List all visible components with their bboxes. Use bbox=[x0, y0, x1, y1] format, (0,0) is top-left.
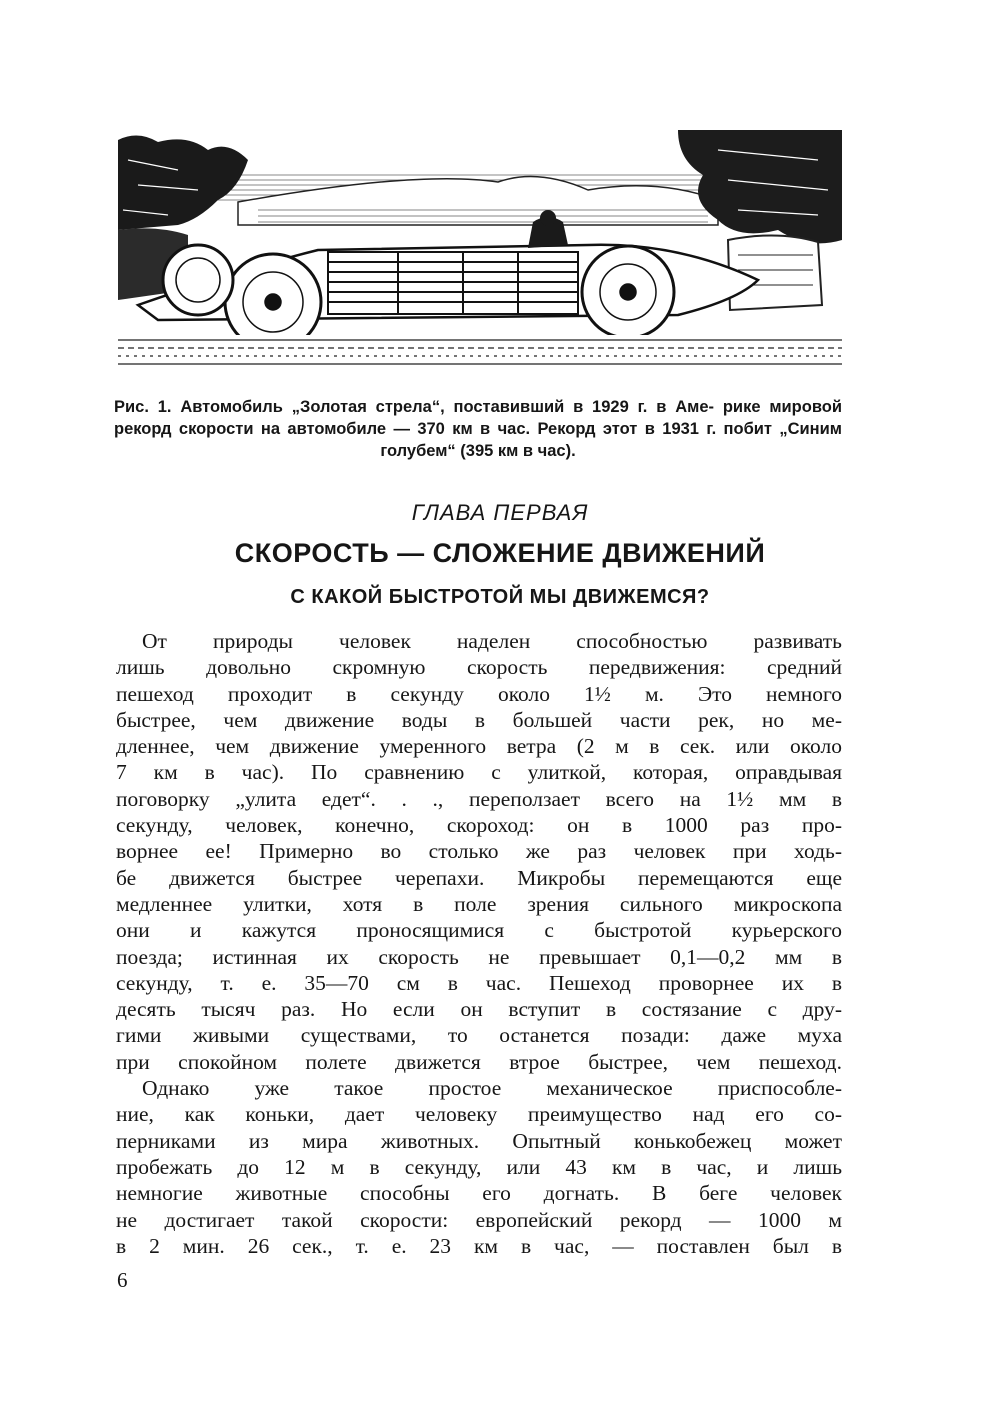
racing-car-illustration-icon bbox=[118, 130, 842, 368]
caption-line: этот в 1931 г. побит „Синим голубем“ (395 км в час). bbox=[380, 420, 842, 460]
text-line: пешеход проходит в секунду около 1½ м. Это немного bbox=[116, 681, 842, 706]
text-line: они и кажутся проносящимися с быстротой курьерского bbox=[116, 918, 842, 943]
text-line: немногие животные способны его догнать. В беге человек bbox=[116, 1181, 842, 1206]
text-line: гими живыми существами, то останется позади: даже муха bbox=[116, 1023, 842, 1048]
caption-line: Рис. 1. Автомобиль „Золотая стрела“, поставивший в 1929 г. в Аме- bbox=[114, 398, 714, 416]
text-line: ворнее ее! Примерно во столько же раз человек при ходь- bbox=[116, 839, 842, 864]
chapter-title: СКОРОСТЬ — СЛОЖЕНИЕ ДВИЖЕНИЙ bbox=[234, 538, 766, 568]
text-line: 7 км в час). По сравнению с улиткой, которая, оправдывая bbox=[116, 760, 842, 785]
text-line: поезда; истинная их скорость не превышает 0,1—0,2 мм в bbox=[116, 944, 842, 969]
text-line: не достигает такой скорости: европейский рекорд — 1000 м bbox=[116, 1207, 842, 1232]
section-title: С КАКОЙ БЫСТРОТОЙ МЫ ДВИЖЕМСЯ? bbox=[290, 586, 710, 608]
text-line: десять тысяч раз. Но если он вступит в состязание с дру- bbox=[116, 997, 842, 1022]
text-line: дленнее, чем движение умеренного ветра (2 м в сек. или около bbox=[116, 734, 842, 759]
text-line: при спокойном полете движется втрое быстрее, чем пешеход. bbox=[116, 1049, 842, 1074]
text-line: медленнее улитки, хотя в поле зрения сильного микроскопа bbox=[116, 891, 842, 916]
text-line: пробежать до 12 м в секунду, или 43 км в час, и лишь bbox=[116, 1154, 842, 1179]
text-line: поговорку „улита едет“. . ., переползает всего на 1½ мм в bbox=[116, 786, 842, 811]
caption-line: рике мировой рекорд скорости на автомобиле — 370 км в час. Рекорд bbox=[114, 398, 842, 438]
text-line: быстрее, чем движение воды в большей части рек, но ме- bbox=[116, 707, 842, 732]
figure-caption bbox=[114, 396, 842, 462]
body-text bbox=[116, 628, 842, 1259]
text-line: бе движется быстрее черепахи. Микробы перемещаются еще bbox=[116, 865, 842, 890]
text-line: От природы человек наделен способностью развивать bbox=[142, 629, 842, 653]
text-line: Однако уже такое простое механическое приспособле- bbox=[142, 1076, 842, 1101]
text-line: секунду, т. е. 35—70 см в час. Пешеход проворнее их в bbox=[116, 970, 842, 995]
car-illustration bbox=[118, 130, 842, 368]
text-line: в 2 мин. 26 сек., т. е. 23 км в час, — поставлен был в bbox=[116, 1233, 842, 1258]
chapter-label: ГЛАВА ПЕРВАЯ bbox=[411, 500, 589, 525]
text-line: секунду, человек, конечно, скороход: он в 1000 раз про- bbox=[116, 813, 842, 838]
text-line: лишь довольно скромную скорость передвижения: средний bbox=[116, 655, 842, 680]
text-line: ние, как коньки, дает человеку преимущество над его со- bbox=[116, 1102, 842, 1127]
page-number: 6 bbox=[117, 1268, 128, 1292]
text-line: перниками из мира животных. Опытный конькобежец может bbox=[116, 1128, 842, 1153]
